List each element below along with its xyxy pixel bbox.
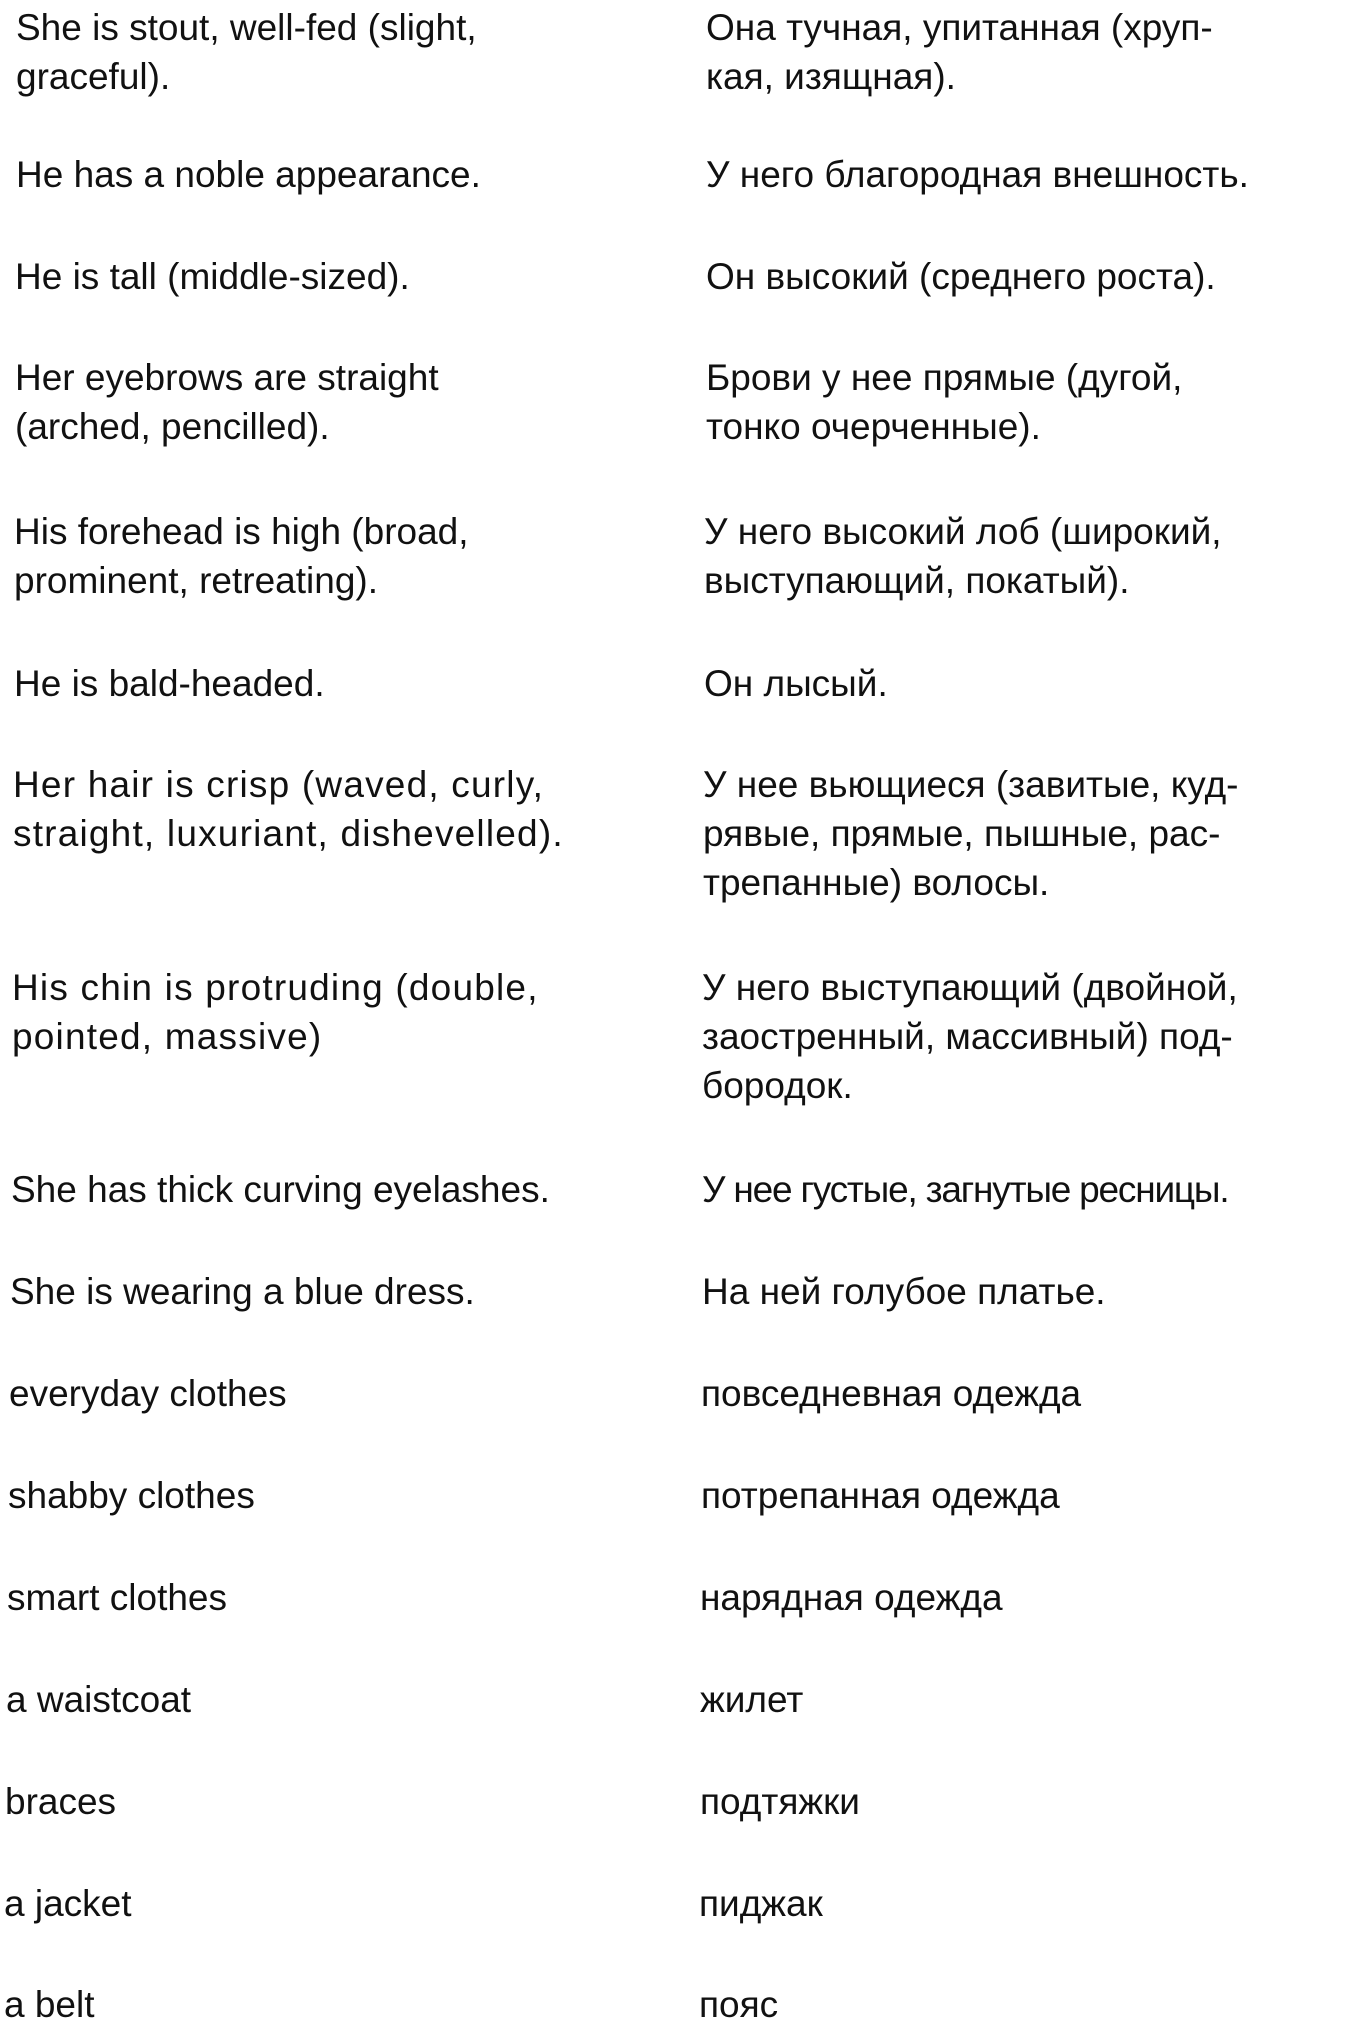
- russian-translation: На ней голубое платье.: [702, 1271, 1106, 1312]
- russian-translation: повседневная одежда: [701, 1373, 1082, 1414]
- russian-translation: пояс: [699, 1984, 779, 2025]
- russian-translation: У нее густые, загнутые ресницы.: [702, 1169, 1229, 1210]
- russian-translation: пиджак: [699, 1883, 823, 1924]
- english-phrase: She is stout, well-fed (slight, graceful).: [16, 7, 477, 97]
- english-phrase: She has thick curving eyelashes.: [11, 1169, 550, 1210]
- english-phrase: braces: [5, 1781, 117, 1822]
- english-phrase: shabby clothes: [8, 1475, 255, 1516]
- russian-translation: Брови у нее прямые (дугой, тонко очерченные).: [706, 357, 1183, 447]
- english-phrase: a belt: [4, 1984, 95, 2025]
- russian-translation: нарядная одежда: [700, 1577, 1003, 1618]
- english-phrase: smart clothes: [7, 1577, 228, 1618]
- english-phrase: She is wearing a blue dress.: [10, 1271, 475, 1312]
- english-phrase: Her hair is crisp (waved, curly, straight, luxuriant, dishevelled).: [13, 764, 564, 854]
- english-phrase: His chin is protruding (double, pointed, massive): [12, 967, 539, 1057]
- russian-translation: У него выступающий (двойной, заостренный, массивный) под- бородок.: [702, 967, 1238, 1106]
- english-phrase: His forehead is high (broad, prominent, retreating).: [14, 511, 469, 601]
- russian-translation: У него благородная внешность.: [706, 154, 1249, 195]
- english-phrase: a waistcoat: [6, 1679, 192, 1720]
- russian-translation: потрепанная одежда: [701, 1475, 1060, 1516]
- english-phrase: a jacket: [4, 1883, 132, 1924]
- english-phrase: He is tall (middle-sized).: [15, 256, 410, 297]
- russian-translation: У него высокий лоб (широкий, выступающий, покатый).: [704, 511, 1222, 601]
- russian-translation: Он лысый.: [704, 663, 888, 704]
- english-phrase: everyday clothes: [9, 1373, 287, 1414]
- russian-translation: жилет: [700, 1679, 804, 1720]
- russian-translation: подтяжки: [700, 1781, 860, 1822]
- english-phrase: He is bald-headed.: [14, 663, 325, 704]
- english-phrase: Her eyebrows are straight (arched, pencilled).: [15, 357, 439, 447]
- russian-translation: Она тучная, упитанная (хруп- кая, изящная).: [706, 7, 1213, 97]
- russian-translation: Он высокий (среднего роста).: [706, 256, 1216, 297]
- russian-translation: У нее вьющиеся (завитые, куд- рявые, прямые, пышные, рас- трепанные) волосы.: [703, 764, 1239, 903]
- english-phrase: He has a noble appearance.: [16, 154, 481, 195]
